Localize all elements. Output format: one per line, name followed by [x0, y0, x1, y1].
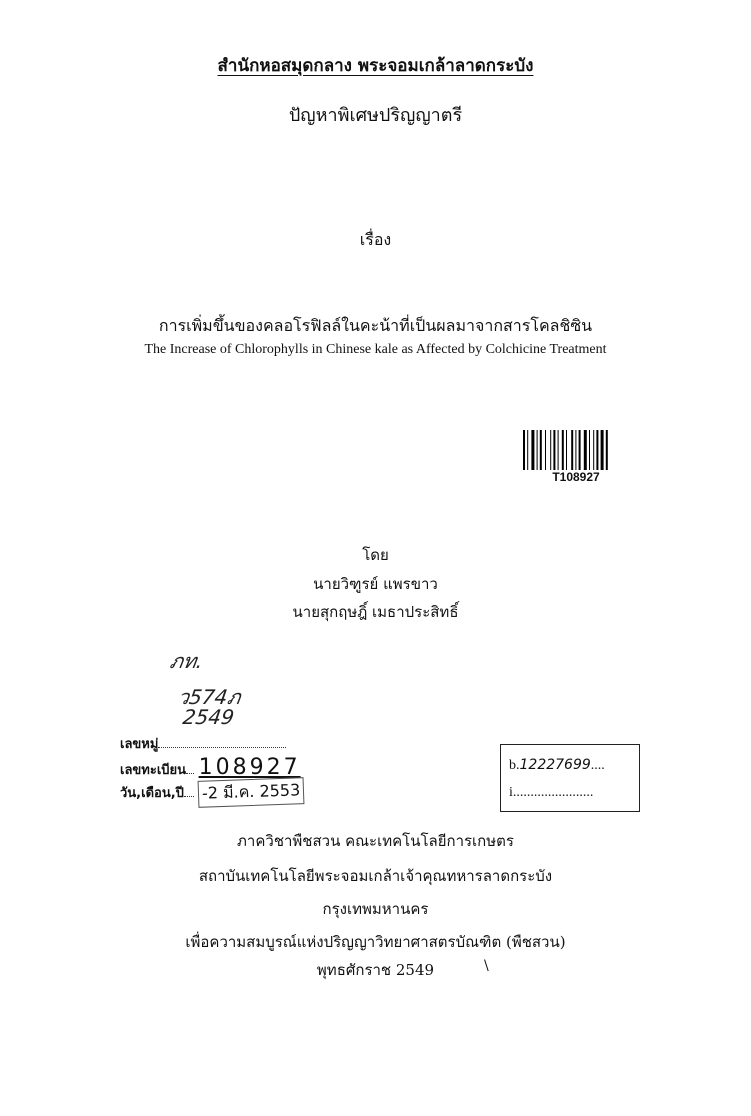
- stray-mark: \: [484, 958, 489, 974]
- document-type: ปัญหาพิเศษปริญญาตรี: [288, 105, 463, 126]
- institute: สถาบันเทคโนโลยีพระจอมเกล้าเจ้าคุณทหารลาดกระบัง: [198, 867, 553, 885]
- bib-number: 12227699: [519, 757, 591, 773]
- year: พุทธศักราช 2549: [316, 961, 435, 979]
- topic-label: เรื่อง: [359, 230, 392, 249]
- city: กรุงเทพมหานคร: [322, 900, 429, 918]
- barcode-id: T108927: [552, 470, 600, 484]
- author-name-2: นายสุกฤษฎิ์ เมธาประสิทธิ์: [292, 603, 459, 621]
- handwritten-call-number: ว574ภ: [176, 685, 243, 709]
- degree-statement: เพื่อความสมบูรณ์แห่งปริญญาวิทยาศาสตรบัณฑิต (พืชสวน): [185, 933, 566, 951]
- date-label: วัน,เดือน,ปี: [120, 786, 184, 801]
- author-name-1: นายวิฑูรย์ แพรขาว: [313, 575, 438, 593]
- bib-row: b.12227699....: [509, 757, 605, 773]
- barcode: [522, 430, 630, 470]
- date-line: [120, 779, 305, 806]
- item-row: i.......................: [509, 785, 594, 800]
- library-stamp: สำนักหอสมุดกลาง พระจอมเกล้าลาดกระบัง: [217, 56, 534, 76]
- register-label: เลขทะเบียน: [120, 763, 187, 778]
- thesis-title-thai: การเพิ่มขึ้นของคลอโรฟิลล์ในคะน้าที่เป็นผลมาจากสารโคลชิซิน: [158, 316, 593, 335]
- category-line: [120, 733, 286, 754]
- item-label: i.: [509, 785, 517, 800]
- date-stamp: -2 มี.ค. 2553: [198, 777, 305, 808]
- handwritten-call-prefix: ภท.: [168, 649, 205, 673]
- by-label: โดย: [362, 546, 389, 564]
- bib-item-box: [500, 744, 640, 812]
- bib-label: b.: [509, 758, 520, 773]
- handwritten-call-year: 2549: [181, 705, 236, 729]
- register-number: 108927: [198, 755, 301, 780]
- register-line: [120, 755, 301, 780]
- category-label: เลขหมู่: [120, 737, 159, 752]
- thesis-title-english: The Increase of Chlorophylls in Chinese kale as Affected by Colchicine Treatment: [144, 342, 607, 357]
- department: ภาควิชาพืชสวน คณะเทคโนโลยีการเกษตร: [237, 832, 514, 850]
